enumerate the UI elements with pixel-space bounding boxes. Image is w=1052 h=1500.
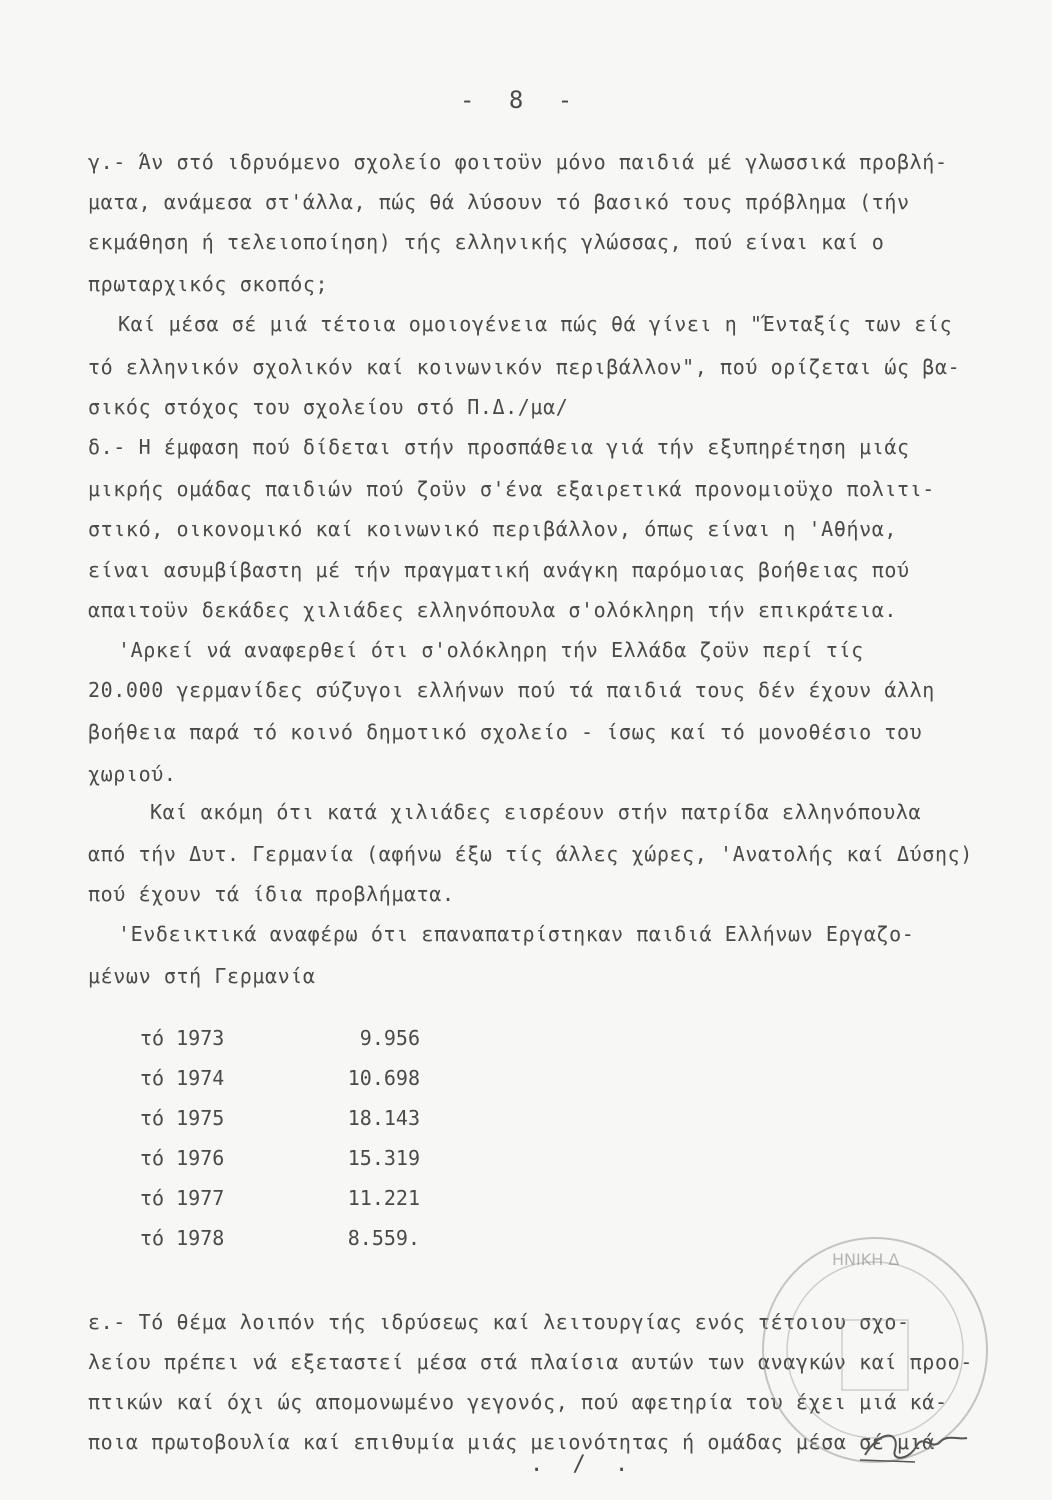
text-line: εκμάθηση ή τελειοποίηση) τής ελληνικής γλώσσας, πού είναι καί ο	[88, 230, 885, 254]
text-line: ποια πρωτοβουλία καί επιθυμία μιάς μειονότητας ή ομάδας μέσα σέ μιά	[88, 1430, 935, 1454]
table-count: 15.319	[347, 1146, 420, 1170]
signature	[855, 1420, 975, 1470]
table-year: τό 1977	[140, 1186, 225, 1210]
text-line: από τήν Δυτ. Γερμανία (αφήνω έξω τίς άλλες χώρες, 'Ανατολής καί Δύσης)	[88, 842, 973, 866]
continuation-mark: . / .	[530, 1452, 637, 1477]
text-line: 20.000 γερμανίδες σύζυγοι ελλήνων πού τά παιδιά τους δέν έχουν άλλη	[88, 678, 935, 702]
table-count: 11.221	[347, 1186, 420, 1210]
text-line: 'Ενδεικτικά αναφέρω ότι επαναπατρίστηκαν παιδιά Ελλήνων Εργαζο-	[118, 922, 915, 946]
table-count: 10.698	[347, 1066, 420, 1090]
text-line: απαιτοϋν δεκάδες χιλιάδες ελληνόπουλα σ'ολόκληρη τήν επικράτεια.	[88, 598, 898, 622]
table-year: τό 1973	[140, 1026, 225, 1050]
text-line: μικρής ομάδας παιδιών πού ζοϋν σ'ένα εξαιρετικά προνομιοϋχο πολιτι-	[88, 477, 935, 501]
text-line: πρωταρχικός σκοπός;	[88, 272, 329, 296]
table-count: 8.559.	[347, 1226, 420, 1250]
text-line: είναι ασυμβίβαστη μέ τήν πραγματική ανάγκη παρόμοιας βοήθειας πού	[88, 558, 910, 582]
text-line: πού έχουν τά ίδια προβλήματα.	[88, 882, 455, 906]
table-year: τό 1975	[140, 1106, 225, 1130]
text-line: ε.- Τό θέμα λοιπόν τής ιδρύσεως καί λειτουργίας ενός τέτοιου σχο-	[88, 1310, 910, 1334]
text-line: Καί μέσα σέ μιά τέτοια ομοιογένεια πώς θά γίνει η "Ένταξίς των είς	[118, 312, 953, 336]
text-line: χωριού.	[88, 762, 177, 786]
text-line: σικός στόχος του σχολείου στό Π.Δ./μα/	[88, 395, 569, 419]
table-year: τό 1978	[140, 1226, 225, 1250]
table-count: 9.956	[359, 1026, 420, 1050]
text-line: 'Αρκεί νά αναφερθεί ότι σ'ολόκληρη τήν Ελλάδα ζοϋν περί τίς	[118, 638, 864, 662]
table-year: τό 1974	[140, 1066, 225, 1090]
text-line: Καί ακόμη ότι κατά χιλιάδες εισρέουν στήν πατρίδα ελληνόπουλα	[150, 800, 922, 824]
text-line: τό ελληνικόν σχολικόν καί κοινωνικόν περιβάλλον", πού ορίζεται ώς βα-	[88, 355, 961, 379]
text-line: ματα, ανάμεσα στ'άλλα, πώς θά λύσουν τό βασικό τους πρόβλημα (τήν	[88, 190, 910, 214]
text-line: μένων στή Γερμανία	[88, 964, 316, 988]
table-year: τό 1976	[140, 1146, 225, 1170]
text-line: γ.- Άν στό ιδρυόμενο σχολείο φοιτοϋν μόνο παιδιά μέ γλωσσικά προβλή-	[88, 150, 948, 174]
text-line: στικό, οικονομικό καί κοινωνικό περιβάλλον, όπως είναι η 'Αθήνα,	[88, 517, 898, 541]
text-line: δ.- Η έμφαση πού δίδεται στήν προσπάθεια γιά τήν εξυπηρέτηση μιάς	[88, 435, 910, 459]
text-line: πτικών καί όχι ώς απομονωμένο γεγονός, πού αφετηρία του έχει μιά κά-	[88, 1390, 948, 1414]
table-count: 18.143	[347, 1106, 420, 1130]
text-line: λείου πρέπει νά εξεταστεί μέσα στά πλαίσια αυτών των αναγκών καί προο-	[88, 1350, 973, 1374]
page-number: - 8 -	[460, 86, 583, 114]
text-line: βοήθεια παρά τό κοινό δημοτικό σχολείο - ίσως καί τό μονοθέσιο του	[88, 720, 923, 744]
svg-text:ΗΝΙΚΗ Δ: ΗΝΙΚΗ Δ	[832, 1250, 900, 1269]
